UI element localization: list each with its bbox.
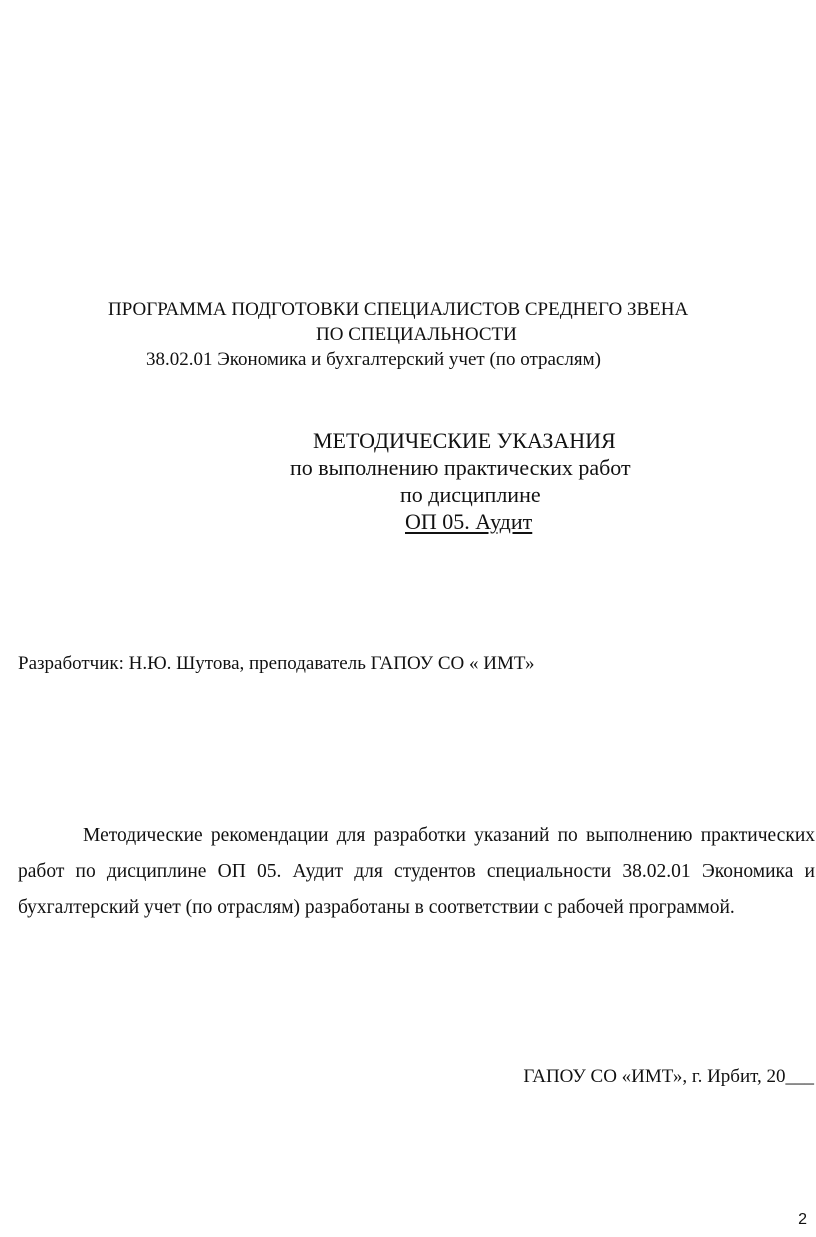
page-number: 2 [798,1211,807,1228]
program-title-line-1: ПРОГРАММА ПОДГОТОВКИ СПЕЦИАЛИСТОВ СРЕДНЕГО ЗВЕНА [108,299,689,320]
description-paragraph: Методические рекомендации для разработки указаний по выполнению практических работ по дисциплине ОП 05. Аудит для студентов специальности 38.02.01 Экономика и бухгалтерский учет (по отраслям) разработаны в соответствии с рабочей программой. [18,825,815,918]
document-title: МЕТОДИЧЕСКИЕ УКАЗАНИЯ [313,428,616,453]
program-title-line-2: ПО СПЕЦИАЛЬНОСТИ [316,324,517,345]
specialty-line: 38.02.01 Экономика и бухгалтерский учет (по отраслям) [146,349,601,370]
developer-info: Разработчик: Н.Ю. Шутова, преподаватель ГАПОУ СО « ИМТ» [18,653,535,674]
discipline-name: ОП 05. Аудит [405,509,533,534]
document-subtitle-line-2: по выполнению практических работ [290,455,631,480]
document-subtitle-line-3: по дисциплине [400,482,541,507]
footer-institution: ГАПОУ СО «ИМТ», г. Ирбит, 20___ [523,1066,814,1087]
